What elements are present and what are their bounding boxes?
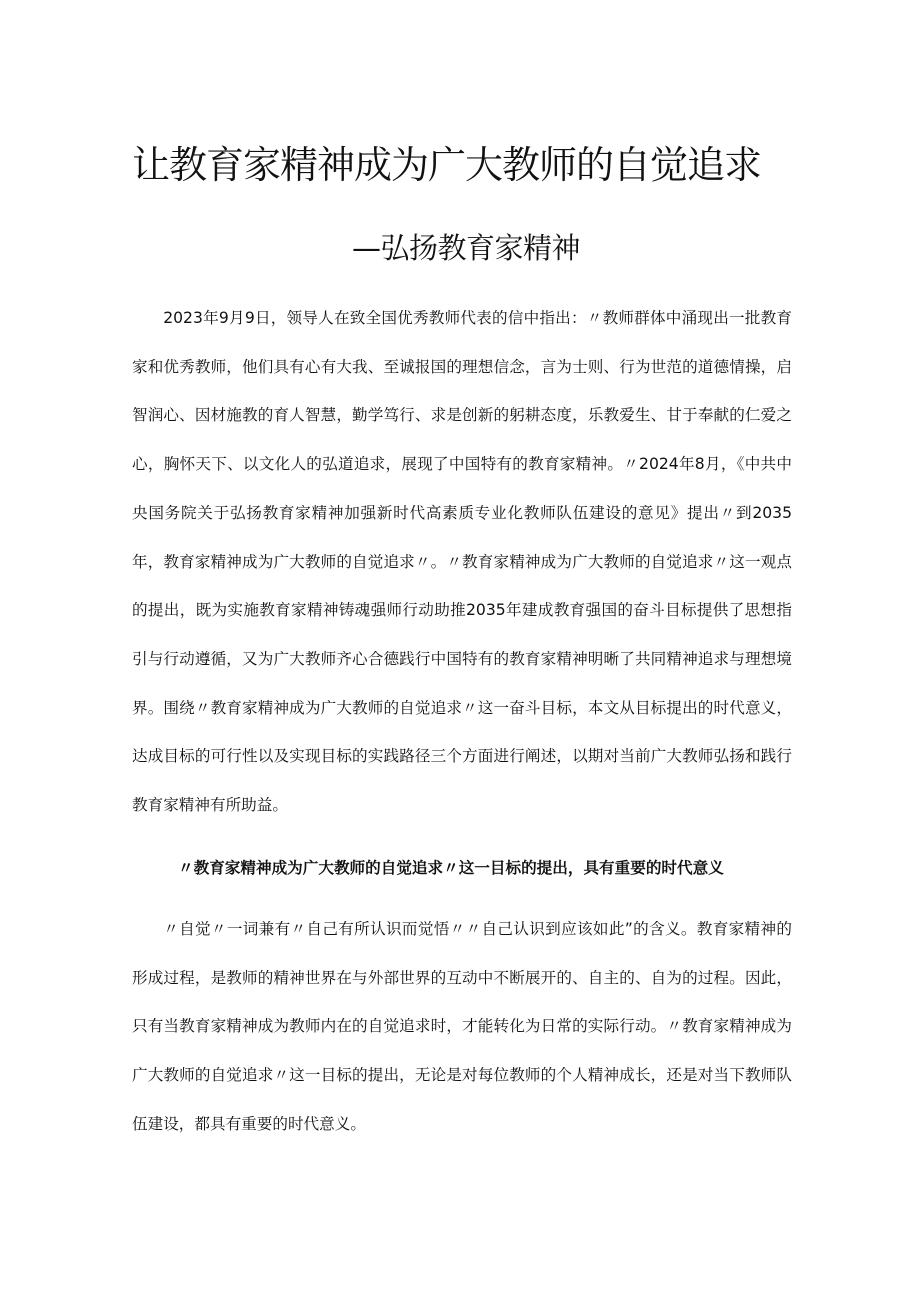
document-title: 让教育家精神成为广大教师的自觉追求	[132, 143, 762, 187]
document-subtitle: —弘扬教育家精神	[351, 231, 580, 265]
section-heading: 〃教育家精神成为广大教师的自觉追求〃这一目标的提出，具有重要的时代意义	[178, 859, 724, 877]
body-paragraph: 〃自觉〃一词兼有〃自己有所认识而觉悟〃〃自己认识到应该如此”的含义。教育家精神的形成过程，是教师的精神世界在与外部世界的互动中不断展开的、自主的、自为的过程。因此，只有当教育家精神成为教师内在的自觉追求时，才能转化为日常的实际行动。〃教育家精神成为广大教师的自觉追求〃这一目标的提出，无论是对每位教师的个人精神成长，还是对当下教师队伍建设，都具有重要的时代意义。	[132, 920, 792, 1133]
intro-paragraph: 2023年9月9日，领导人在致全国优秀教师代表的信中指出：〃教师群体中涌现出一批教育家和优秀教师，他们具有心有大我、至诚报国的理想信念，言为士则、行为世范的道德情操，启智润心、因材施教的育人智慧，勤学笃行、求是创新的躬耕态度，乐教爱生、甘于奉献的仁爱之心，胸怀天下、以文化人的弘道追求，展现了中国特有的教育家精神。〃2024年8月，《中共中央国务院关于弘扬教育家精神加强新时代高素质专业化教师队伍建设的意见》提出〃到2035年，教育家精神成为广大教师的自觉追求〃。〃教育家精神成为广大教师的自觉追求〃这一观点的提出，既为实施教育家精神铸魂强师行动助推2035年建成教育强国的奋斗目标提供了思想指引与行动遵循，又为广大教师齐心合德践行中国特有的教育家精神明晰了共同精神追求与理想境界。围绕〃教育家精神成为广大教师的自觉追求〃这一奋斗目标，本文从目标提出的时代意义，达成目标的可行性以及实现目标的实践路径三个方面进行阐述，以期对当前广大教师弘扬和践行教育家精神有所助益。	[132, 309, 792, 815]
